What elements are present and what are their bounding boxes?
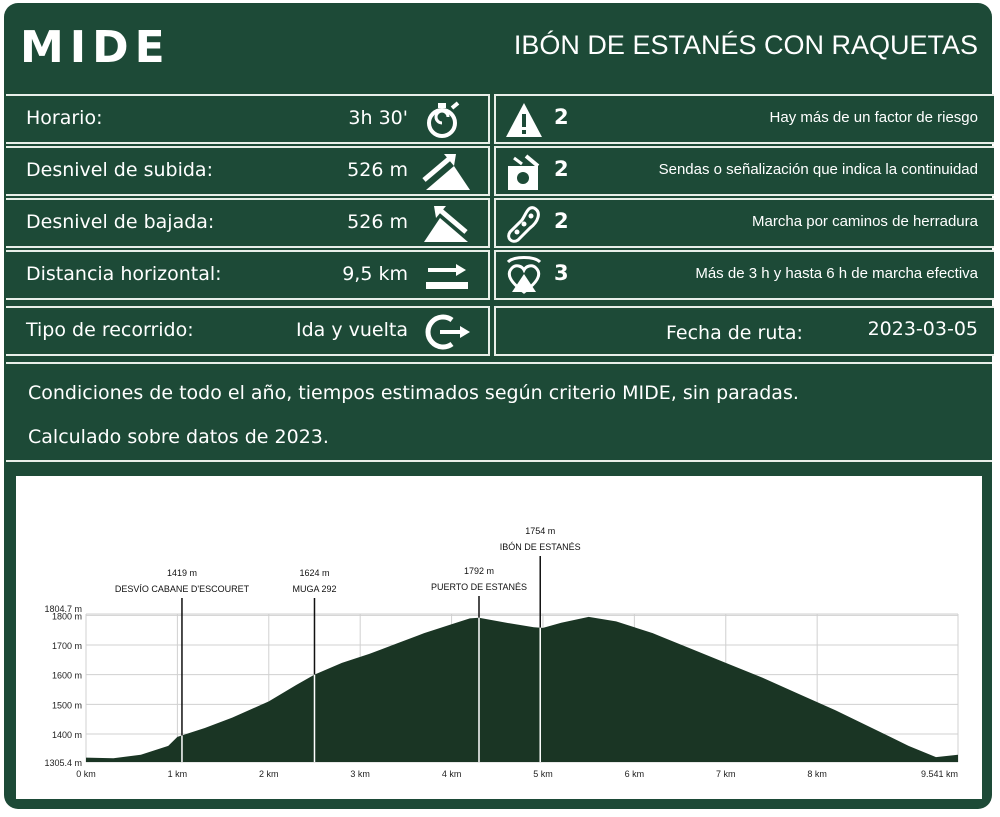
rating-row-orientation [494,146,994,196]
waypoint-elevation: 1419 m [166,568,197,578]
round-trip-icon [418,312,472,352]
rating-text: Sendas o señalización que indica la continuidad [658,161,978,178]
rating-score: 2 [554,105,569,129]
stat-row-distance [6,250,490,300]
warning-icon [504,100,544,140]
note-calculated: Calculado sobre datos de 2023. [28,426,329,448]
mide-logo: MIDE [20,22,171,73]
x-tick-label: 6 km [624,769,645,779]
stat-label: Desnivel de subida: [26,159,213,181]
notes-panel [6,362,992,462]
elevation-profile-area [86,617,958,762]
y-tick-label: 1800 m [51,611,82,622]
y-tick-label: 1500 m [51,700,82,711]
rating-text: Marcha por caminos de herradura [752,213,978,230]
stat-label: Horario: [26,107,103,129]
y-tick-label: 1700 m [51,641,82,652]
rating-text: Hay más de un factor de riesgo [769,109,978,126]
stat-value: 526 m [347,211,408,233]
x-tick-label: 9.541 km [920,769,958,779]
waypoint-name: IBÓN DE ESTANÉS [499,542,581,552]
rating-row-effort [494,250,994,300]
descent-icon [418,204,472,244]
stat-row-time [6,94,490,144]
route-date-value: 2023-03-05 [867,318,978,340]
distance-icon [418,256,472,296]
note-conditions: Condiciones de todo el año, tiempos estimados según criterio MIDE, sin paradas. [28,382,799,404]
stat-value: 9,5 km [342,263,408,285]
stat-row-ascent [6,146,490,196]
ascent-icon [418,152,472,192]
x-tick-label: 2 km [259,769,279,779]
x-tick-label: 0 km [76,769,96,779]
rating-row-terrain [494,198,994,248]
waypoint-name: DESVÍO CABANE D'ESCOURET [114,584,250,594]
y-tick-label: 1400 m [51,729,82,740]
elevation-profile-svg [16,476,982,799]
stat-row-descent [6,198,490,248]
rating-score: 3 [554,261,569,285]
x-tick-label: 7 km [716,769,736,779]
waypoint-name: PUERTO DE ESTANÉS [430,582,528,592]
stopwatch-icon [418,100,472,140]
stat-label: Distancia horizontal: [26,263,222,285]
stat-value: Ida y vuelta [296,319,408,341]
waypoint-name: MUGA 292 [292,584,337,594]
rating-score: 2 [554,209,569,233]
waypoint-elevation: 1792 m [463,566,495,576]
footprint-icon [504,204,544,244]
x-tick-label: 1 km [167,769,188,779]
rating-score: 2 [554,157,569,181]
y-tick-label: 1804.7 m [44,604,82,614]
x-tick-label: 8 km [807,769,827,779]
stat-row-route-type [6,306,490,356]
waypoint-elevation: 1624 m [299,568,330,578]
orientation-icon [504,152,544,192]
route-title: IBÓN DE ESTANÉS CON RAQUETAS [513,30,978,60]
effort-icon [504,256,544,296]
elevation-profile-chart [16,476,982,799]
waypoint-elevation: 1754 m [525,526,556,536]
x-tick-label: 4 km [441,769,462,779]
route-date-row [494,306,994,356]
x-tick-label: 5 km [533,769,553,779]
route-date-label: Fecha de ruta: [666,322,803,344]
rating-row-risk [494,94,994,144]
stat-value: 526 m [347,159,408,181]
y-tick-label: 1600 m [51,670,82,681]
stat-label: Tipo de recorrido: [26,319,194,341]
stat-value: 3h 30' [348,107,408,129]
x-tick-label: 3 km [350,769,370,779]
stat-label: Desnivel de bajada: [26,211,215,233]
rating-text: Más de 3 h y hasta 6 h de marcha efectiva [695,265,978,282]
y-tick-label: 1305.4 m [44,758,82,768]
